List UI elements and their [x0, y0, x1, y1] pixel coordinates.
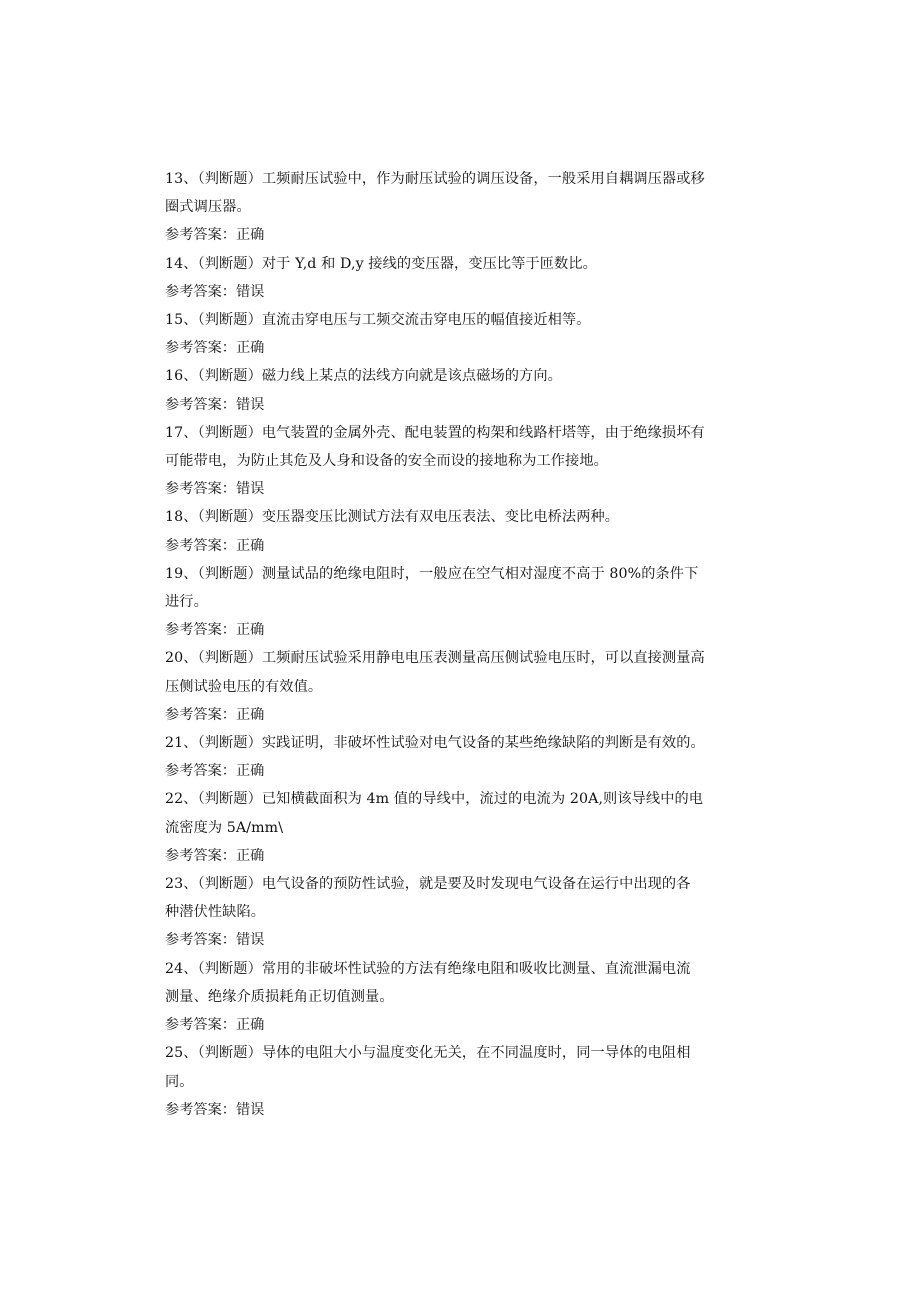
question-text: 圈式调压器。	[165, 199, 251, 216]
answer-text: 参考答案：正确	[165, 227, 265, 244]
answer-text: 参考答案：错误	[165, 932, 265, 949]
question-text: 15、（判断题）直流击穿电压与工频交流击穿电压的幅值接近相等。	[165, 312, 591, 329]
question-22	[165, 785, 765, 870]
answer-text: 参考答案：错误	[165, 1101, 265, 1118]
question-13	[165, 165, 765, 250]
question-text: 种潜伏性缺陷。	[165, 904, 266, 921]
question-text: 压侧试验电压的有效值。	[165, 678, 323, 695]
question-text: 25、（判断题）导体的电阻大小与温度变化无关，在不同温度时，同一导体的电阻相	[165, 1045, 691, 1062]
question-14	[165, 250, 765, 306]
question-text: 24、（判断题）常用的非破坏性试验的方法有绝缘电阻和吸收比测量、直流泄漏电流	[165, 960, 691, 977]
answer-text: 参考答案：正确	[165, 340, 265, 357]
question-text: 流密度为 5A/mm\	[165, 819, 284, 836]
question-text: 14、（判断题）对于 Y,d 和 D,y 接线的变压器，变压比等于匝数比。	[165, 255, 597, 272]
question-text: 测量、绝缘介质损耗角正切值测量。	[165, 988, 394, 1005]
question-text: 13、（判断题）工频耐压试验中，作为耐压试验的调压设备，一般采用自耦调压器或移	[165, 171, 705, 187]
question-15	[165, 306, 765, 362]
question-text: 20、（判断题）工频耐压试验采用静电电压表测量高压侧试验电压时，可以直接测量高	[165, 650, 705, 667]
question-text: 可能带电，为防止其危及人身和设备的安全而设的接地称为工作接地。	[165, 453, 608, 470]
question-21	[165, 729, 765, 785]
question-text: 19、（判断题）测量试品的绝缘电阻时，一般应在空气相对湿度不高于 80%的条件下	[165, 565, 699, 582]
answer-text: 参考答案：错误	[165, 283, 265, 300]
question-23	[165, 870, 765, 955]
answer-text: 参考答案：正确	[165, 622, 265, 639]
question-18	[165, 503, 765, 559]
question-19	[165, 560, 765, 645]
answer-text: 参考答案：正确	[165, 537, 265, 554]
answer-text: 参考答案：错误	[165, 396, 265, 413]
question-text: 同。	[165, 1073, 194, 1090]
answer-text: 参考答案：正确	[165, 1017, 265, 1034]
question-text: 22、（判断题）已知横截面积为 4m 值的导线中，流过的电流为 20A,则该导线中的电	[165, 791, 704, 808]
question-24	[165, 955, 765, 1040]
question-text: 进行。	[165, 594, 208, 611]
question-text: 16、（判断题）磁力线上某点的法线方向就是该点磁场的方向。	[165, 368, 562, 385]
question-16	[165, 362, 765, 418]
question-25	[165, 1039, 765, 1124]
answer-text: 参考答案：正确	[165, 706, 265, 723]
question-text: 23、（判断题）电气设备的预防性试验，就是要及时发现电气设备在运行中出现的各	[165, 876, 691, 893]
question-20	[165, 644, 765, 729]
question-list	[165, 165, 765, 1124]
question-text: 18、（判断题）变压器变压比测试方法有双电压表法、变比电桥法两种。	[165, 509, 620, 526]
answer-text: 参考答案：正确	[165, 847, 265, 864]
question-text: 21、（判断题）实践证明，非破坏性试验对电气设备的某些绝缘缺陷的判断是有效的。	[165, 735, 705, 752]
question-17	[165, 419, 765, 504]
answer-text: 参考答案：错误	[165, 481, 265, 498]
answer-text: 参考答案：正确	[165, 763, 265, 780]
question-text: 17、（判断题）电气装置的金属外壳、配电装置的构架和线路杆塔等，由于绝缘损坏有	[165, 424, 705, 441]
